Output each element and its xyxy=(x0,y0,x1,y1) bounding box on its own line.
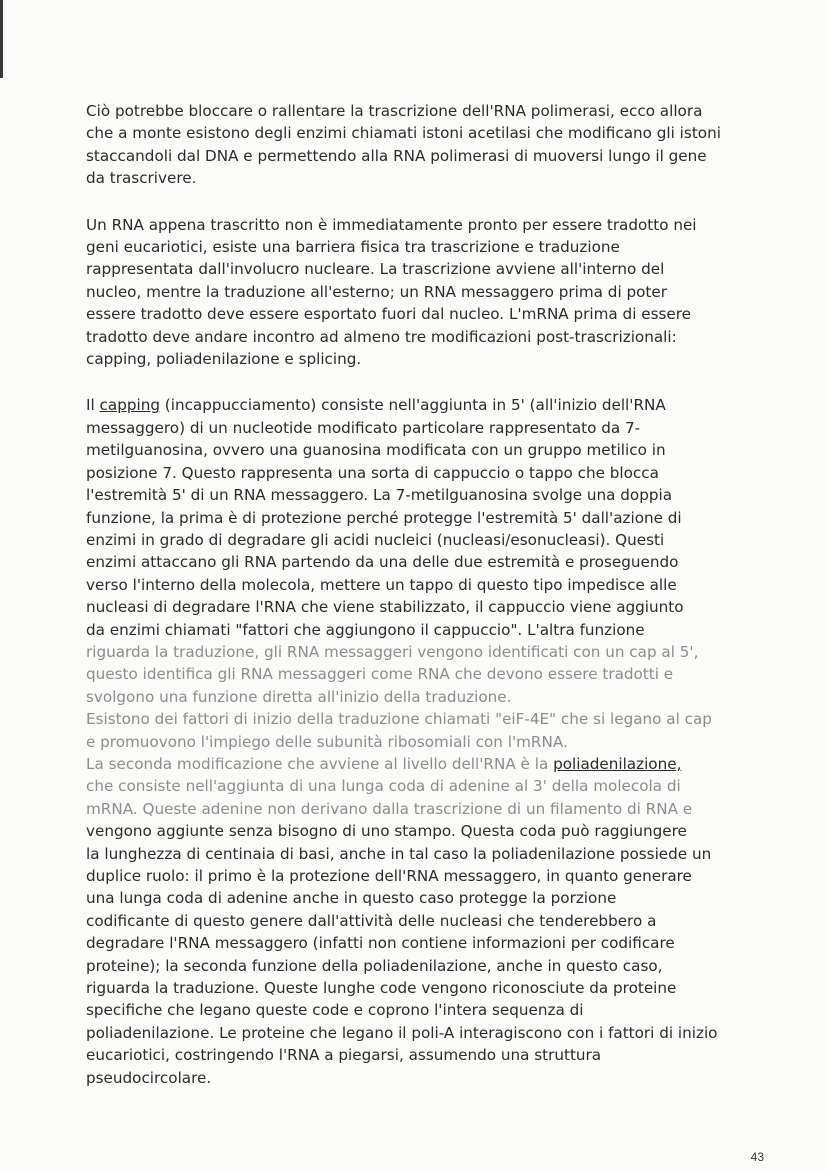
text-line: staccandoli dal DNA e permettendo alla RNA polimerasi di muoversi lungo il gene xyxy=(86,146,707,165)
paragraph-capping-poliadenilazione xyxy=(86,394,776,1089)
text-line: tradotto deve andare incontro ad almeno tre modificazioni post-trascrizionali: xyxy=(86,327,677,346)
text-line: l'estremità 5' di un RNA messaggero. La 7-metilguanosina svolge una doppia xyxy=(86,486,673,505)
text-line: mRNA. Queste adenine non derivano dalla trascrizione di un filamento di RNA e xyxy=(86,799,693,818)
paragraph-gap xyxy=(86,370,776,394)
text-line: capping, poliadenilazione e splicing. xyxy=(86,350,362,369)
text-line: da enzimi chiamati "fattori che aggiungono il cappuccio". L'altra funzione xyxy=(86,620,645,639)
text-line: e promuovono l'impiego delle subunità ribosomiali con l'mRNA. xyxy=(86,732,568,751)
text-line: proteine); la seconda funzione della poliadenilazione, anche in questo caso, xyxy=(86,956,663,975)
text-line: posizione 7. Questo rappresenta una sorta di cappuccio o tappo che blocca xyxy=(86,463,659,482)
document-body xyxy=(86,100,776,1089)
text-line: messaggero) di un nucleotide modificato particolare rappresentato da 7- xyxy=(86,418,641,437)
term-capping: capping xyxy=(99,396,160,415)
text-line: questo identifica gli RNA messaggeri come RNA che devono essere tradotti e xyxy=(86,665,674,684)
text-line: metilguanosina, ovvero una guanosina modificata con un gruppo metilico in xyxy=(86,441,666,460)
text-line: svolgono una funzione diretta all'inizio della traduzione. xyxy=(86,687,512,706)
text-line: rappresentata dall'involucro nucleare. La trascrizione avviene all'interno del xyxy=(86,260,665,279)
term-poliadenilazione: poliadenilazione, xyxy=(553,754,682,773)
text-line: che a monte esistono degli enzimi chiamati istoni acetilasi che modificano gli istoni xyxy=(86,124,721,143)
text-line: verso l'interno della molecola, mettere un tappo di questo tipo impedisce alle xyxy=(86,575,677,594)
text-line: eucariotici, costringendo l'RNA a piegarsi, assumendo una struttura xyxy=(86,1046,602,1065)
text-line: una lunga coda di adenine anche in questo caso protegge la porzione xyxy=(86,889,617,908)
text-line: geni eucariotici, esiste una barriera fisica tra trascrizione e traduzione xyxy=(86,238,620,257)
text-line: duplice ruolo: il primo è la protezione dell'RNA messaggero, in quanto generare xyxy=(86,867,692,885)
text-line: nucleo, mentre la traduzione all'esterno; un RNA messaggero prima di poter xyxy=(86,282,667,301)
text-line: funzione, la prima è di protezione perché protegge l'estremità 5' dall'azione di xyxy=(86,508,682,527)
text-fragment: La seconda modificazione che avviene al livello dell'RNA è la xyxy=(86,754,554,773)
text-line: pseudocircolare. xyxy=(86,1068,212,1087)
paragraph-istoni-acetilasi xyxy=(86,100,776,190)
text-line: specifiche che legano queste code e coprono l'intera sequenza di xyxy=(86,1001,584,1020)
text-line: Ciò potrebbe bloccare o rallentare la trascrizione dell'RNA polimerasi, ecco allora xyxy=(86,102,703,120)
text-line: da trascrivere. xyxy=(86,169,197,188)
text-line: Esistono dei fattori di inizio della traduzione chiamati "eiF-4E" che si legano al cap xyxy=(86,710,712,729)
paragraph-modificazioni-post-trascrizionali xyxy=(86,214,776,371)
text-fragment: (incappucciamento) consiste nell'aggiunta in 5' (all'inizio dell'RNA xyxy=(159,396,666,415)
paragraph-gap xyxy=(86,190,776,214)
text-line: nucleasi di degradare l'RNA che viene stabilizzato, il cappuccio viene aggiunto xyxy=(86,598,684,617)
text-line: degradare l'RNA messaggero (infatti non contiene informazioni per codificare xyxy=(86,934,675,953)
text-line: Un RNA appena trascritto non è immediatamente pronto per essere tradotto nei xyxy=(86,215,697,234)
text-line: enzimi attaccano gli RNA partendo da una delle due estremità e proseguendo xyxy=(86,553,679,572)
text-line: che consiste nell'aggiunta di una lunga coda di adenine al 3' della molecola di xyxy=(86,777,681,796)
page-number: 43 xyxy=(750,1150,764,1164)
text-line: riguarda la traduzione. Queste lunghe code vengono riconosciute da proteine xyxy=(86,979,677,998)
text-line xyxy=(86,394,776,416)
text-line: enzimi in grado di degradare gli acidi nucleici (nucleasi/esonucleasi). Questi xyxy=(86,530,665,549)
text-line: la lunghezza di centinaia di basi, anche in tal caso la poliadenilazione possiede un xyxy=(86,844,712,863)
text-line: poliadenilazione. Le proteine che legano il poli-A interagiscono con i fattori di inizio xyxy=(86,1023,718,1042)
text-fragment: Il xyxy=(86,396,100,415)
text-line: vengono aggiunte senza bisogno di uno stampo. Questa coda può raggiungere xyxy=(86,822,687,841)
text-line xyxy=(86,753,776,775)
text-line: riguarda la traduzione, gli RNA messaggeri vengono identificati con un cap al 5', xyxy=(86,642,699,661)
text-line: codificante di questo genere dall'attività delle nucleasi che tenderebbero a xyxy=(86,911,657,930)
text-line: essere tradotto deve essere esportato fuori dal nucleo. L'mRNA prima di essere xyxy=(86,305,692,324)
binding-edge-mark xyxy=(0,0,3,78)
